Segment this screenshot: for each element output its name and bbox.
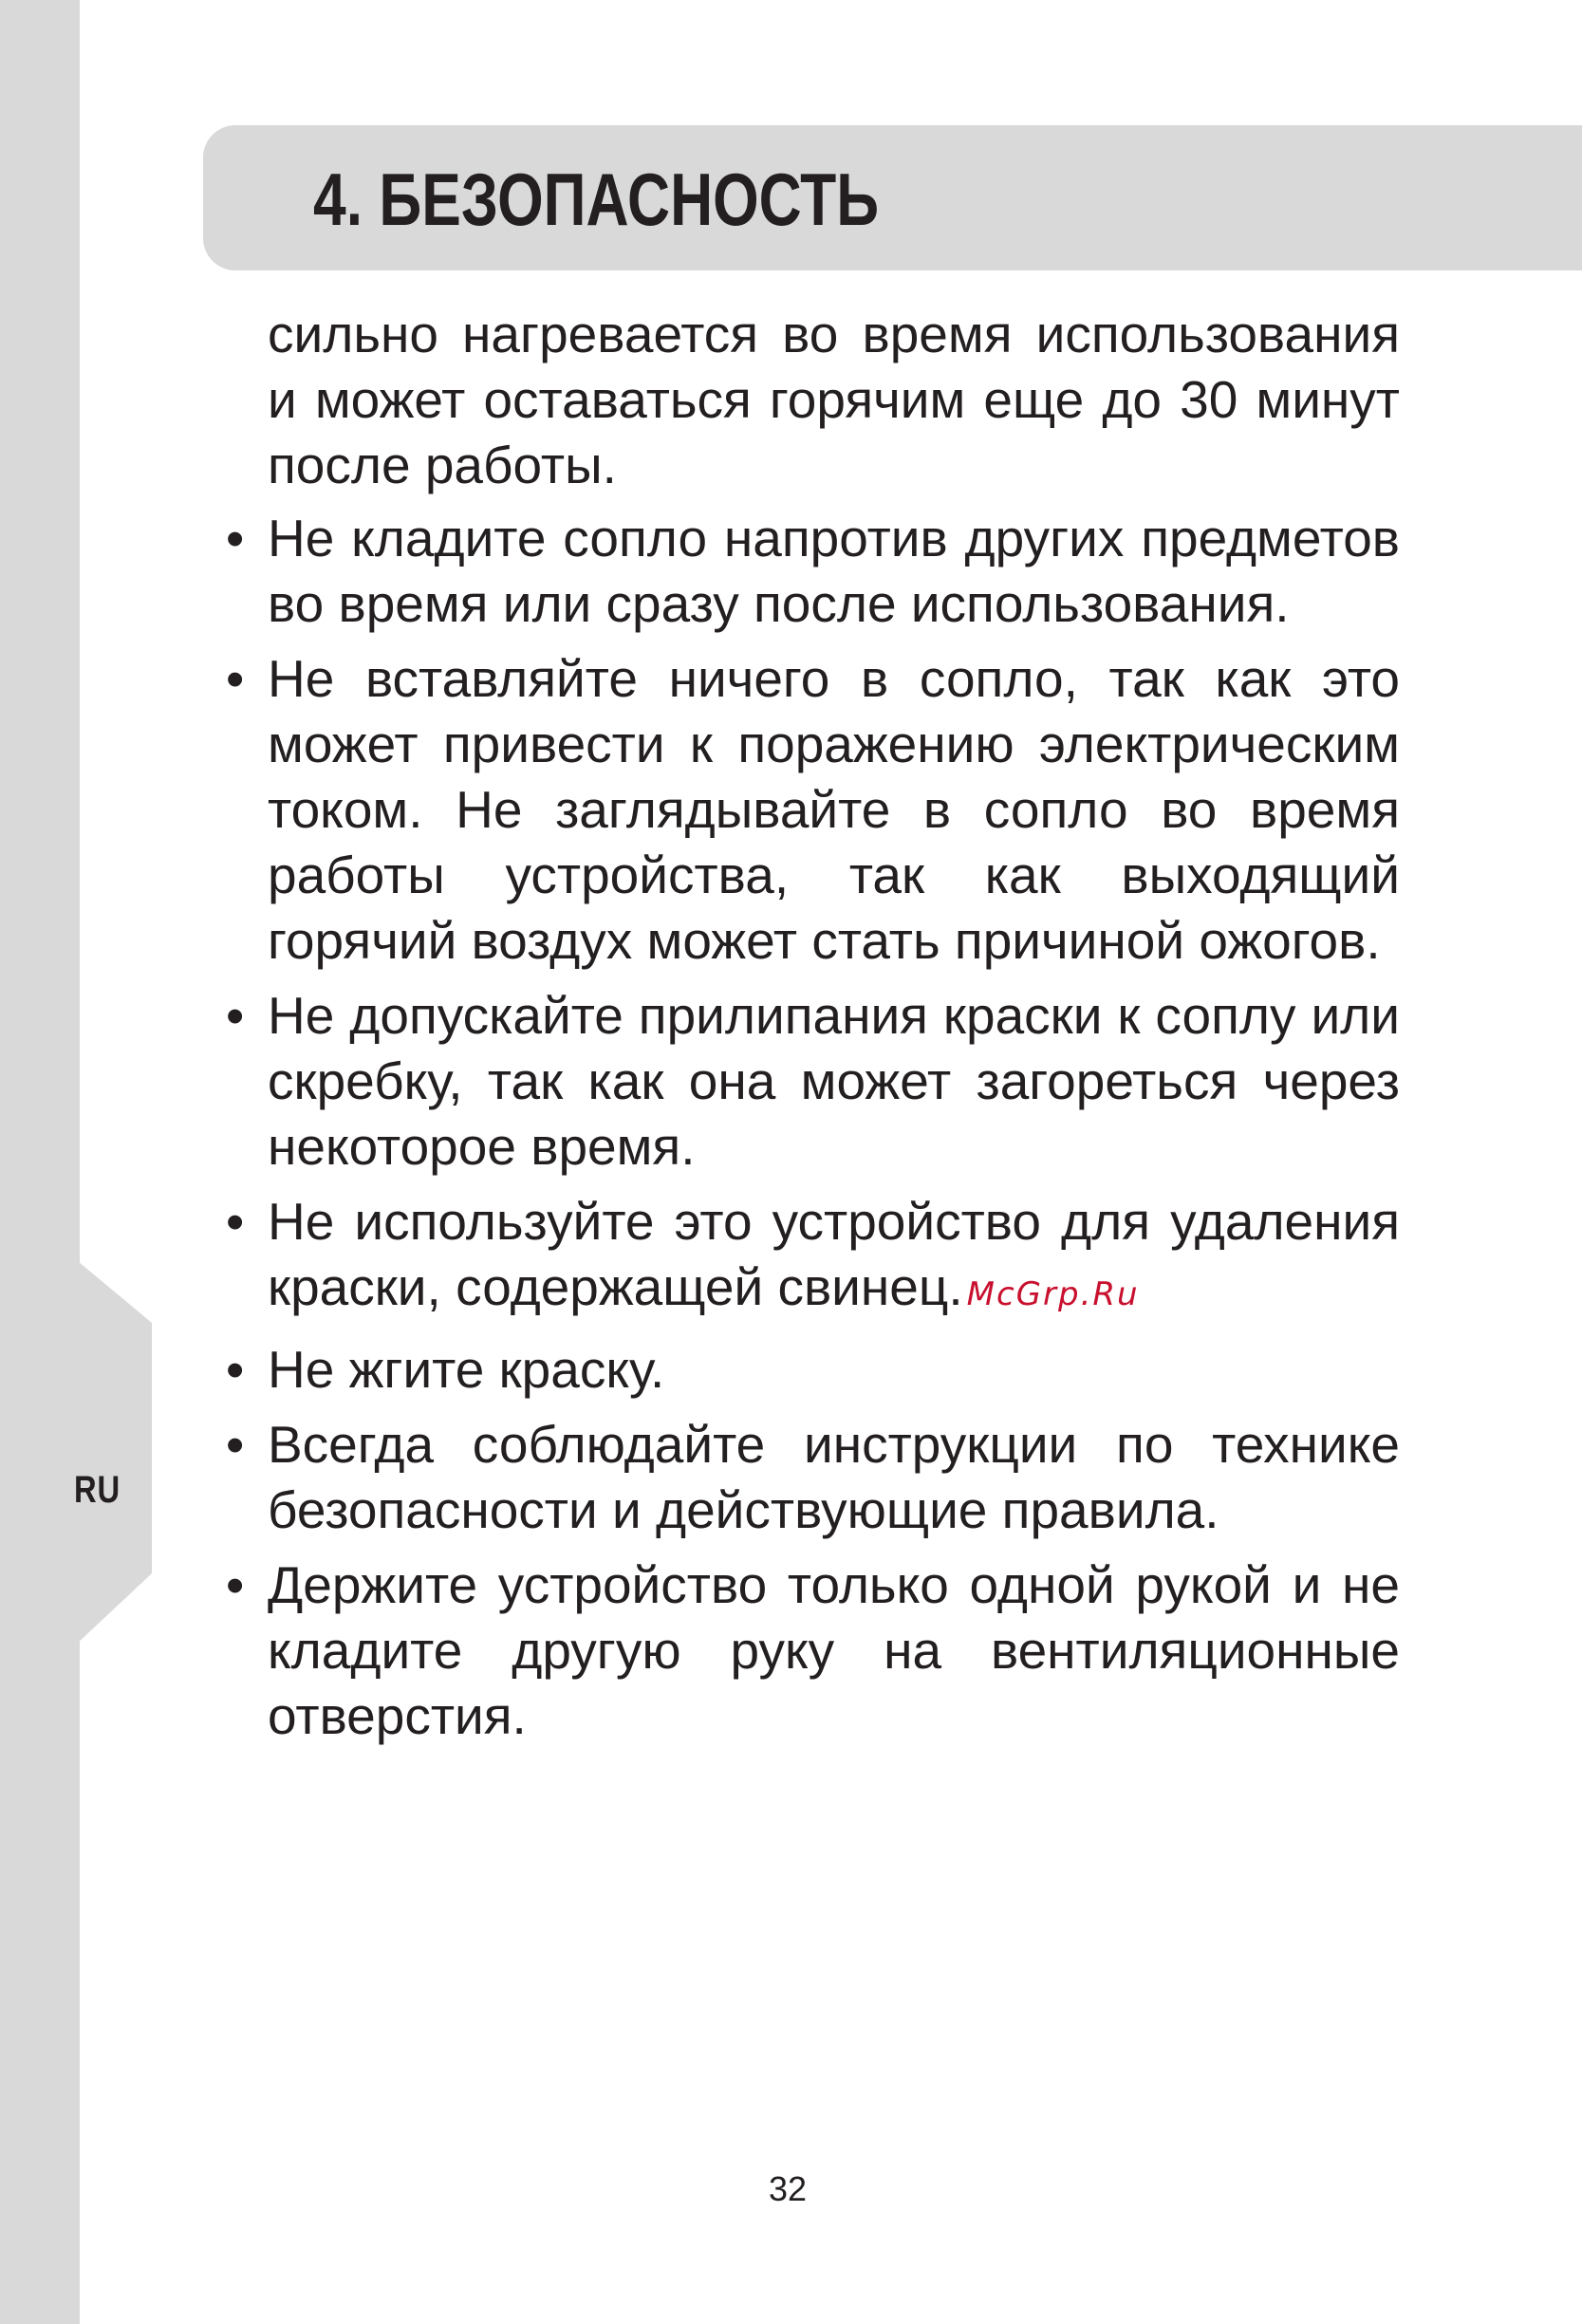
watermark-text: McGrp.Ru <box>966 1275 1140 1313</box>
bullet-item <box>218 983 1400 1180</box>
section-title: 4. БЕЗОПАСНОСТЬ <box>313 158 880 241</box>
bullet-icon: • <box>226 986 245 1045</box>
bullet-text: Не кладите сопло напротив других предметов во время или сразу после использования. <box>268 509 1400 633</box>
bullet-text: Не используйте это устройство для удаления краски, содержащей свинец. <box>268 1192 1400 1316</box>
bullet-text: Не жгите краску. <box>268 1340 665 1399</box>
language-tab <box>0 1262 152 1642</box>
bullet-text: Всегда соблюдайте инструкции по технике безопасности и действующие правила. <box>268 1415 1400 1539</box>
lead-paragraph: сильно нагревается во время использования и может оставаться горячим еще до 30 минут после работы. <box>268 305 1400 494</box>
bullet-item <box>218 1189 1400 1328</box>
bullet-text-with-watermark <box>268 1189 1400 1328</box>
bullet-icon: • <box>226 509 245 567</box>
bullet-icon: • <box>226 1415 245 1474</box>
bullet-icon: • <box>226 649 245 708</box>
bullet-item <box>218 1412 1400 1543</box>
page-number: 32 <box>768 2169 808 2208</box>
safety-content <box>218 302 1400 1758</box>
bullet-icon: • <box>226 1555 245 1614</box>
bullet-item <box>218 1337 1400 1403</box>
bullet-icon: • <box>226 1340 245 1399</box>
language-tab-label: RU <box>74 1469 121 1511</box>
bullet-item <box>218 506 1400 637</box>
bullet-item <box>218 646 1400 974</box>
bullet-text: Не допускайте прилипания краски к соплу или скребку, так как она может загореться через некоторое время. <box>268 986 1400 1176</box>
bullet-item <box>218 1552 1400 1749</box>
bullet-icon: • <box>226 1192 245 1251</box>
bullet-text: Держите устройство только одной рукой и не кладите другую руку на вентиляционные отверстия. <box>268 1555 1400 1745</box>
safety-bullet-list <box>218 506 1400 1749</box>
bullet-text: Не вставляйте ничего в сопло, так как это может привести к поражению электрическим током. Не заглядывайте в сопло во время работы устройства, так как выходящий горячий воздух может стать причиной ожогов. <box>268 649 1400 970</box>
side-strip <box>0 0 80 2324</box>
